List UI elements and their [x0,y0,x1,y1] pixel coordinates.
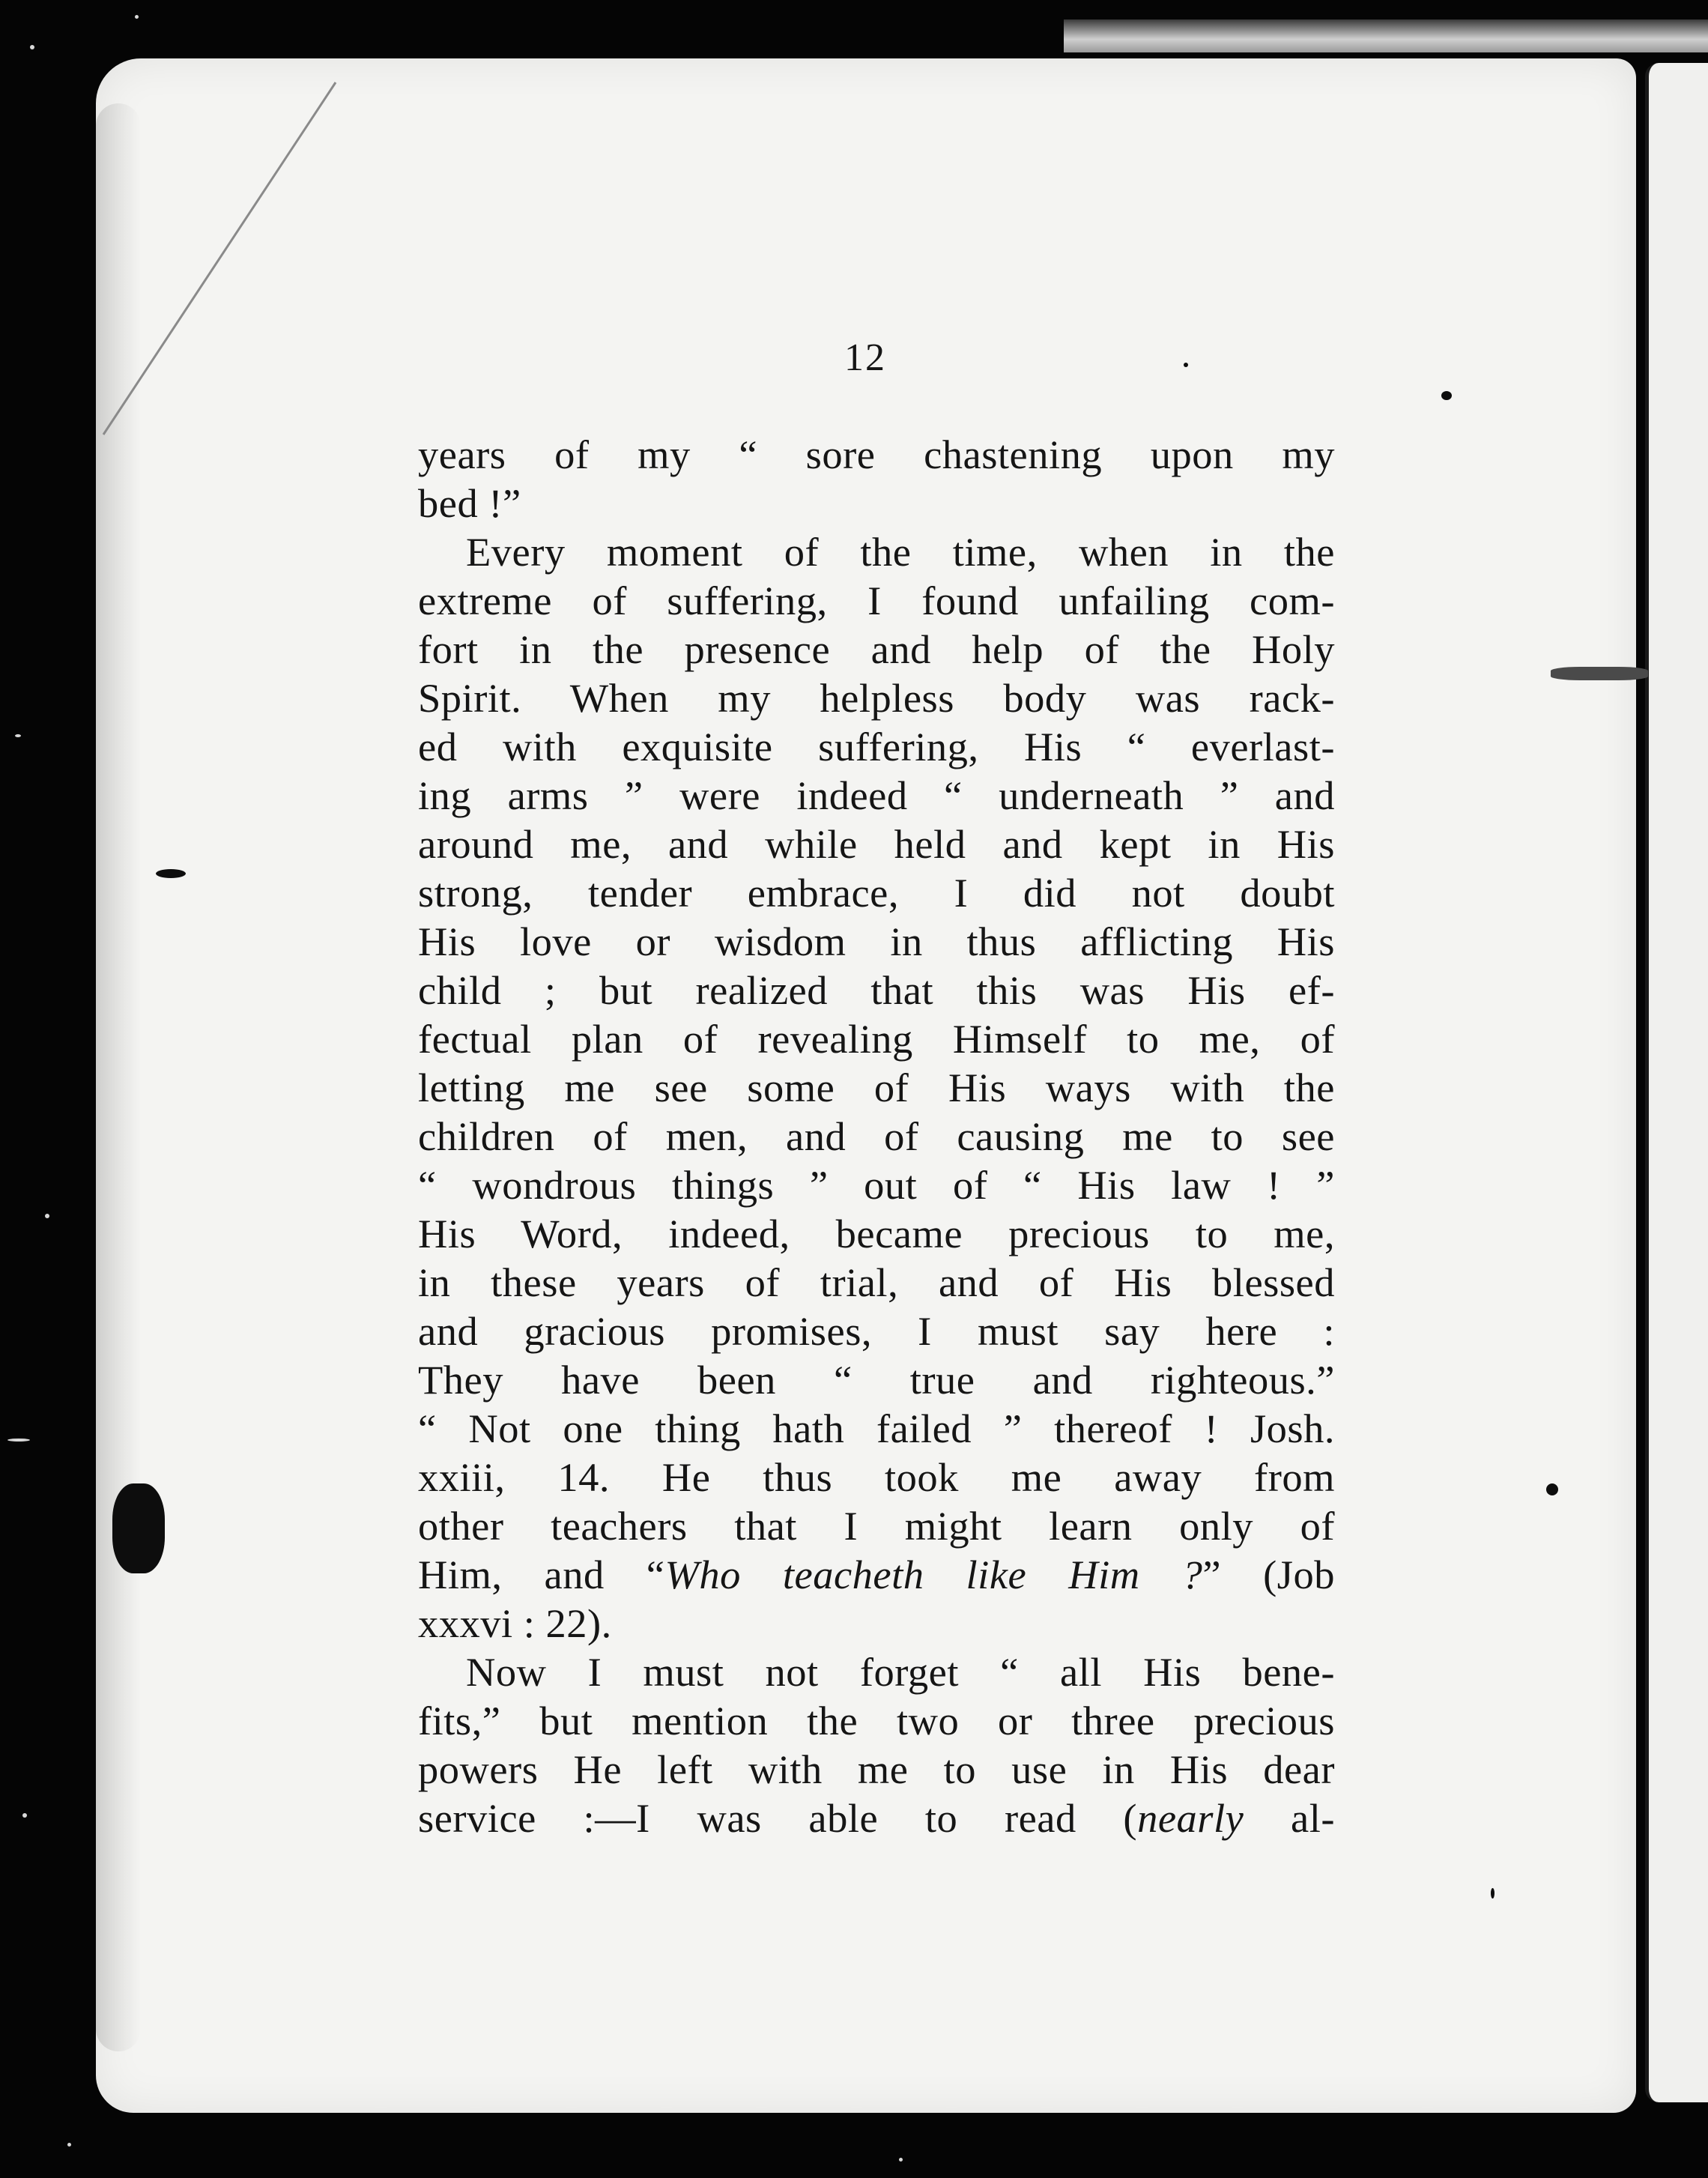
text-line: They have been “ true and righteous.” [418,1357,1335,1403]
text-line: fectual plan of revealing Himself to me, of [418,1016,1335,1062]
text-line: bed !” [418,480,521,526]
text-line [418,1550,1335,1599]
text-line: His love or wisdom in thus afflicting His [418,919,1335,964]
text-line: powers He left with me to use in His dear [418,1746,1335,1792]
text-line: fits,” but mention the two or three precious [418,1698,1335,1743]
facing-page-edge [1645,63,1708,2102]
dust-speck [15,734,21,737]
ink-blot [1551,667,1648,680]
dust-speck [22,1813,27,1818]
ink-blot [1491,1888,1494,1899]
text-line: letting me see some of His ways with the [418,1065,1335,1110]
ink-blot [156,869,186,878]
text-line: ing arms ” were indeed “ underneath ” and [418,772,1335,818]
text-line: “ Not one thing hath failed ” thereof ! Josh. [418,1406,1335,1451]
text-span: Him, and “ [418,1552,665,1597]
ink-blot [1184,363,1188,367]
ink-blot [1546,1483,1558,1495]
text-line: Now I must not forget “ all His bene- [466,1649,1335,1695]
text-line: Every moment of the time, when in the [466,529,1335,575]
text-line: child ; but realized that this was His ef- [418,967,1335,1013]
text-line: “ wondrous things ” out of “ His law ! ” [418,1162,1335,1208]
text-line: extreme of suffering, I found unfailing com- [418,578,1335,623]
dust-speck [67,2143,71,2147]
ink-blot [1441,391,1452,400]
ink-blot [112,1483,165,1573]
text-span: al- [1244,1795,1335,1841]
text-line: years of my “ sore chastening upon my [418,432,1335,477]
text-line: and gracious promises, I must say here : [418,1308,1335,1354]
text-span: service :—I was able to read ( [418,1795,1138,1841]
text-line: around me, and while held and kept in His [418,821,1335,867]
text-line: other teachers that I might learn only of [418,1503,1335,1549]
dust-speck [7,1439,30,1442]
text-line: fort in the presence and help of the Holy [418,626,1335,672]
text-line: strong, tender embrace, I did not doubt [418,870,1335,916]
text-line: Spirit. When my helpless body was rack- [418,675,1335,721]
dust-speck [899,2158,903,2162]
text-line: xxxvi : 22). [418,1600,612,1646]
page-number: 12 [844,336,886,379]
italic-quote: Who teacheth like Him ? [664,1552,1203,1597]
text-line: His Word, indeed, became precious to me, [418,1211,1335,1256]
text-line: xxiii, 14. He thus took me away from [418,1454,1335,1500]
italic-word: nearly [1137,1795,1244,1841]
dust-speck [30,45,34,49]
page-body-text [418,430,1335,1842]
dust-speck [135,15,139,19]
text-line: children of men, and of causing me to see [418,1113,1335,1159]
book-binding-strip [1064,19,1708,52]
dust-speck [45,1214,49,1218]
text-line: ed with exquisite suffering, His “ everlast- [418,724,1335,769]
text-span: ” (Job [1202,1552,1335,1597]
text-line [418,1794,1335,1842]
text-line: in these years of trial, and of His blessed [418,1259,1335,1305]
